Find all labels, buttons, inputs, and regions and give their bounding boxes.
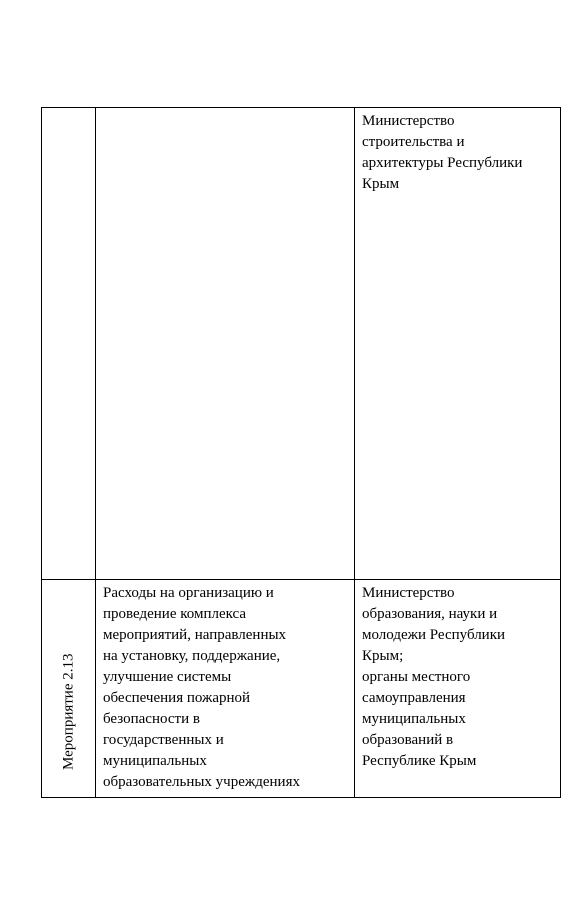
table-row — [42, 108, 561, 580]
activity-number-cell — [42, 580, 96, 798]
activity-description-cell — [96, 108, 355, 580]
responsible-party-text: Министерство образования, науки и молодежи Республики Крым; органы местного самоуправления муниципальных образований в Республике Крым — [362, 585, 506, 769]
activity-description-text: Расходы на организацию и проведение комплекса мероприятий, направленных на установку, поддержание, улучшение системы обеспечения пожарной безопасности в государственных и муниципальных образовательных учреждениях — [103, 585, 300, 790]
activity-number-cell — [42, 108, 96, 580]
responsible-party-cell — [355, 580, 561, 798]
responsible-party-cell — [355, 108, 561, 580]
table-row — [42, 580, 561, 798]
activity-number-text: Мероприятие 2.13 — [60, 653, 76, 770]
activities-table — [41, 107, 561, 798]
responsible-party-text: Министерство строительства и архитектуры Республики Крым — [362, 113, 523, 192]
activity-description-cell — [96, 580, 355, 798]
